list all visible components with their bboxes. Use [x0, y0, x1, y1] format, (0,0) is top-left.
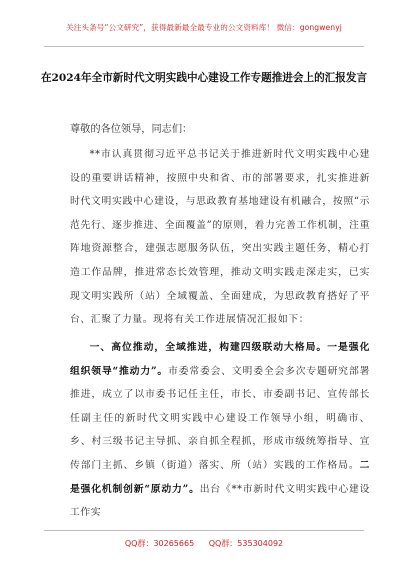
footer-qq-group-1: QQ群：30265665: [124, 539, 195, 548]
footer-qq-group-2: QQ群：535304092: [208, 539, 284, 548]
section-text-one: 市委常委会、文明委全会多次专题研究部署推进，成立了以市委书记任主任，市长、市委副书记、宣传部长任副主任的新时代文明实践中心建设工作领导小组，明确市、乡、村三级书记主导抓、亲自抓全程抓，形成市级统筹指导、宣传部门主抓、乡镇（街道）落实、所（站）实践的工作格局。: [70, 365, 370, 471]
document-title: 在2024年全市新时代文明实践中心建设工作专题推进会上的汇报发言: [40, 72, 368, 84]
section-text-two: 出台《**市新时代文明实践中心建设工作实: [70, 483, 370, 519]
footer-divider: [44, 530, 364, 531]
header-banner: 关注头条号“公文研究”，获得最新最全最专业的公文资料库！ 微信：gongwenyj: [66, 23, 342, 32]
paragraph-section-one: [70, 336, 370, 525]
header-divider: [44, 46, 364, 47]
paragraph-intro: **市认真贯彻习近平总书记关于推进新时代文明实践中心建设的重要讲话精神，按照中央和省、市的部署要求，扎实推进新时代文明实践中心建设，与思政教育基地建设有机融合，按照“示范先行、逐步推进、全面覆盖”的原则，着力完善工作机制，注重阵地资源整合，建强志愿服务队伍，突出实践主题任务，精心打造工作品牌，推进常态长效管理，推动文明实践走深走实，已实现文明实践所（站）全域覆盖、全面建成，为思政教育搭好了平台、汇聚了力量。现将有关工作进展情况汇报如下：: [70, 149, 370, 326]
footer: [0, 538, 408, 549]
greeting: 尊敬的各位领导，同志们：: [70, 124, 193, 135]
section-heading-two: 二是强化机制创新“原动力”。: [70, 459, 370, 495]
section-heading-one: 一、高位推动，全域推进，构建四级联动大格局。一是强化组织领导“推动力”。: [70, 342, 370, 377]
